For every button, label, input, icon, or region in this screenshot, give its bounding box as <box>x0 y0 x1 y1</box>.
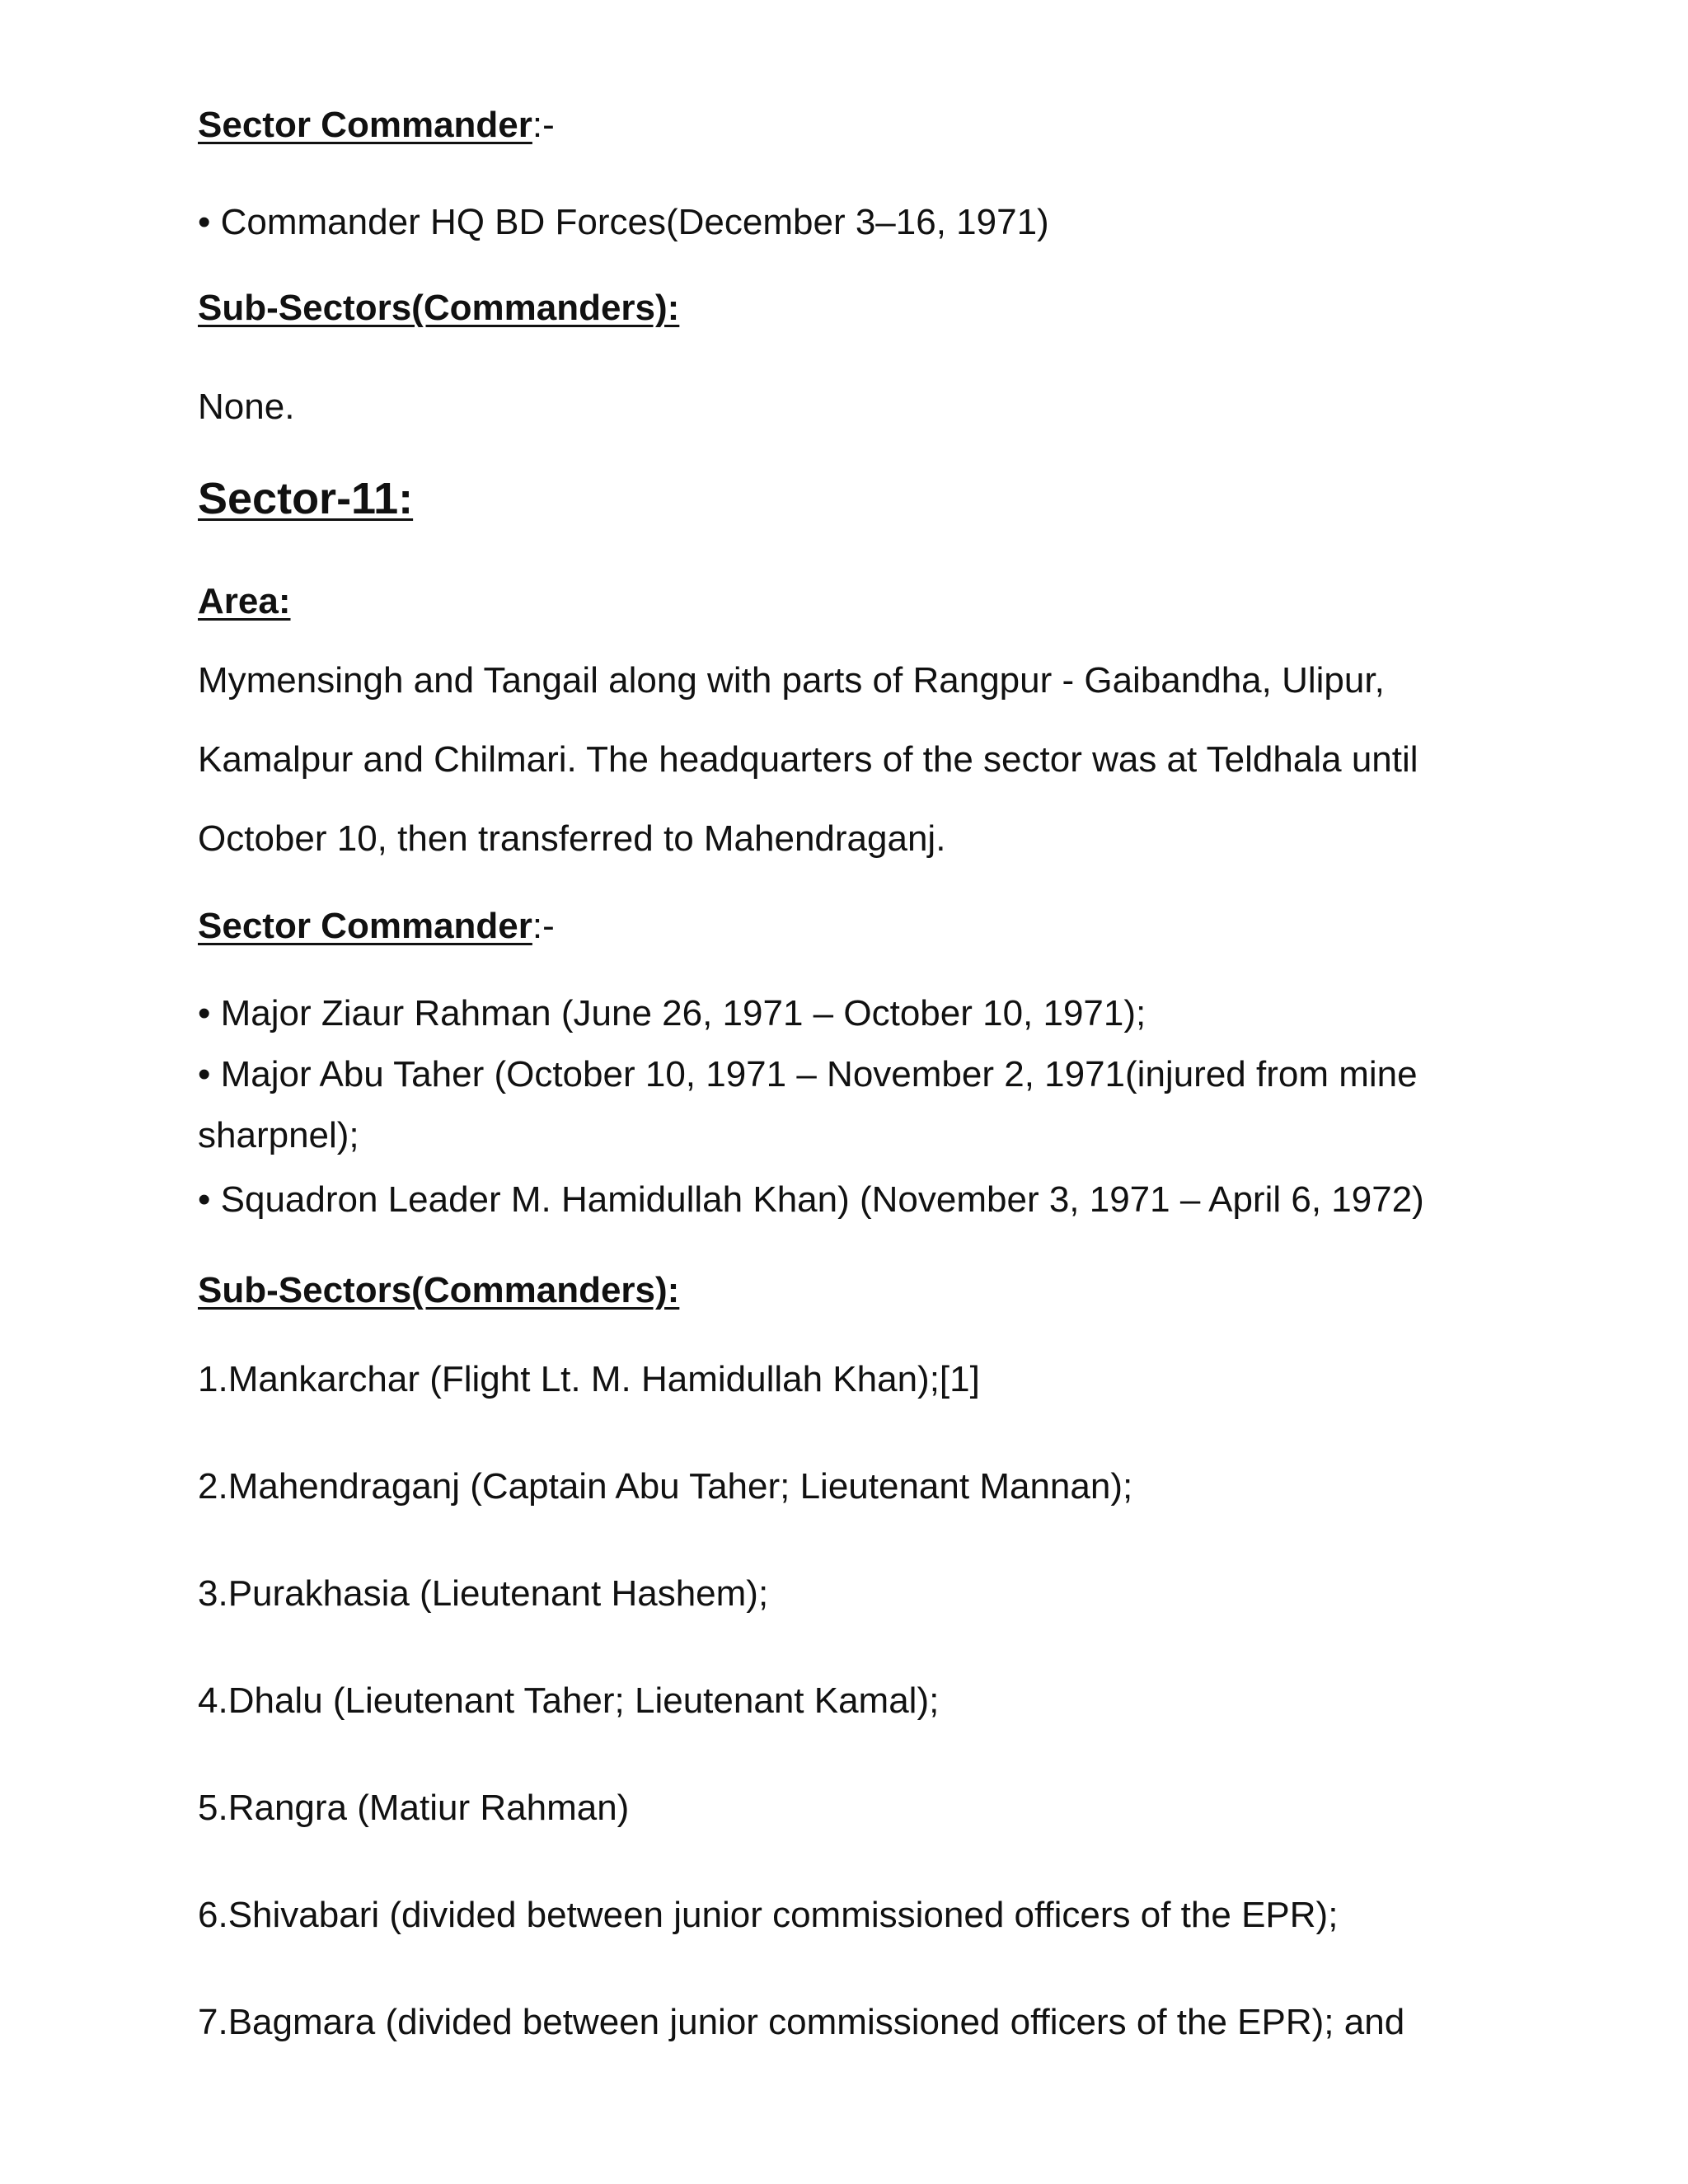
commander-item: • Major Ziaur Rahman (June 26, 1971 – October 10, 1971); <box>198 993 1146 1033</box>
area-heading: Area: <box>198 581 291 621</box>
commander-item-continuation: sharpnel); <box>198 1115 359 1155</box>
area-text-line: October 10, then transferred to Mahendraganj. <box>198 818 946 859</box>
sector-commander-heading: Sector Commander <box>198 105 532 145</box>
area-text-line: Mymensingh and Tangail along with parts of Rangpur - Gaibandha, Ulipur, <box>198 660 1385 701</box>
subsector-item: 3.Purakhasia (Lieutenant Hashem); <box>198 1573 769 1614</box>
commander-item: • Commander HQ BD Forces(December 3–16, 1971) <box>198 202 1049 242</box>
sector-commander-heading: Sector Commander <box>198 906 532 946</box>
sector-title: Sector-11: <box>198 474 414 523</box>
subsector-item: 7.Bagmara (divided between junior commissioned officers of the EPR); and <box>198 2002 1405 2042</box>
subsector-item: 2.Mahendraganj (Captain Abu Taher; Lieutenant Mannan); <box>198 1466 1133 1507</box>
subsector-item: 5.Rangra (Matiur Rahman) <box>198 1788 630 1828</box>
heading-suffix: :- <box>532 105 555 145</box>
heading-suffix: :- <box>532 906 555 946</box>
subsectors-heading: Sub-Sectors(Commanders): <box>198 288 680 328</box>
commander-item: • Major Abu Taher (October 10, 1971 – November 2, 1971(injured from mine <box>198 1054 1418 1094</box>
area-text-line: Kamalpur and Chilmari. The headquarters of the sector was at Teldhala until <box>198 739 1418 780</box>
subsectors-heading: Sub-Sectors(Commanders): <box>198 1270 680 1310</box>
subsectors-none-text: None. <box>198 387 295 427</box>
subsector-item: 4.Dhalu (Lieutenant Taher; Lieutenant Kamal); <box>198 1680 940 1721</box>
commander-item: • Squadron Leader M. Hamidullah Khan) (November 3, 1971 – April 6, 1972) <box>198 1179 1424 1220</box>
subsector-item: 6.Shivabari (divided between junior commissioned officers of the EPR); <box>198 1895 1339 1935</box>
sector-commander-heading-line <box>198 102 555 148</box>
sector-commander-heading-line <box>198 903 555 949</box>
subsector-item: 1.Mankarchar (Flight Lt. M. Hamidullah Khan);[1] <box>198 1359 980 1399</box>
